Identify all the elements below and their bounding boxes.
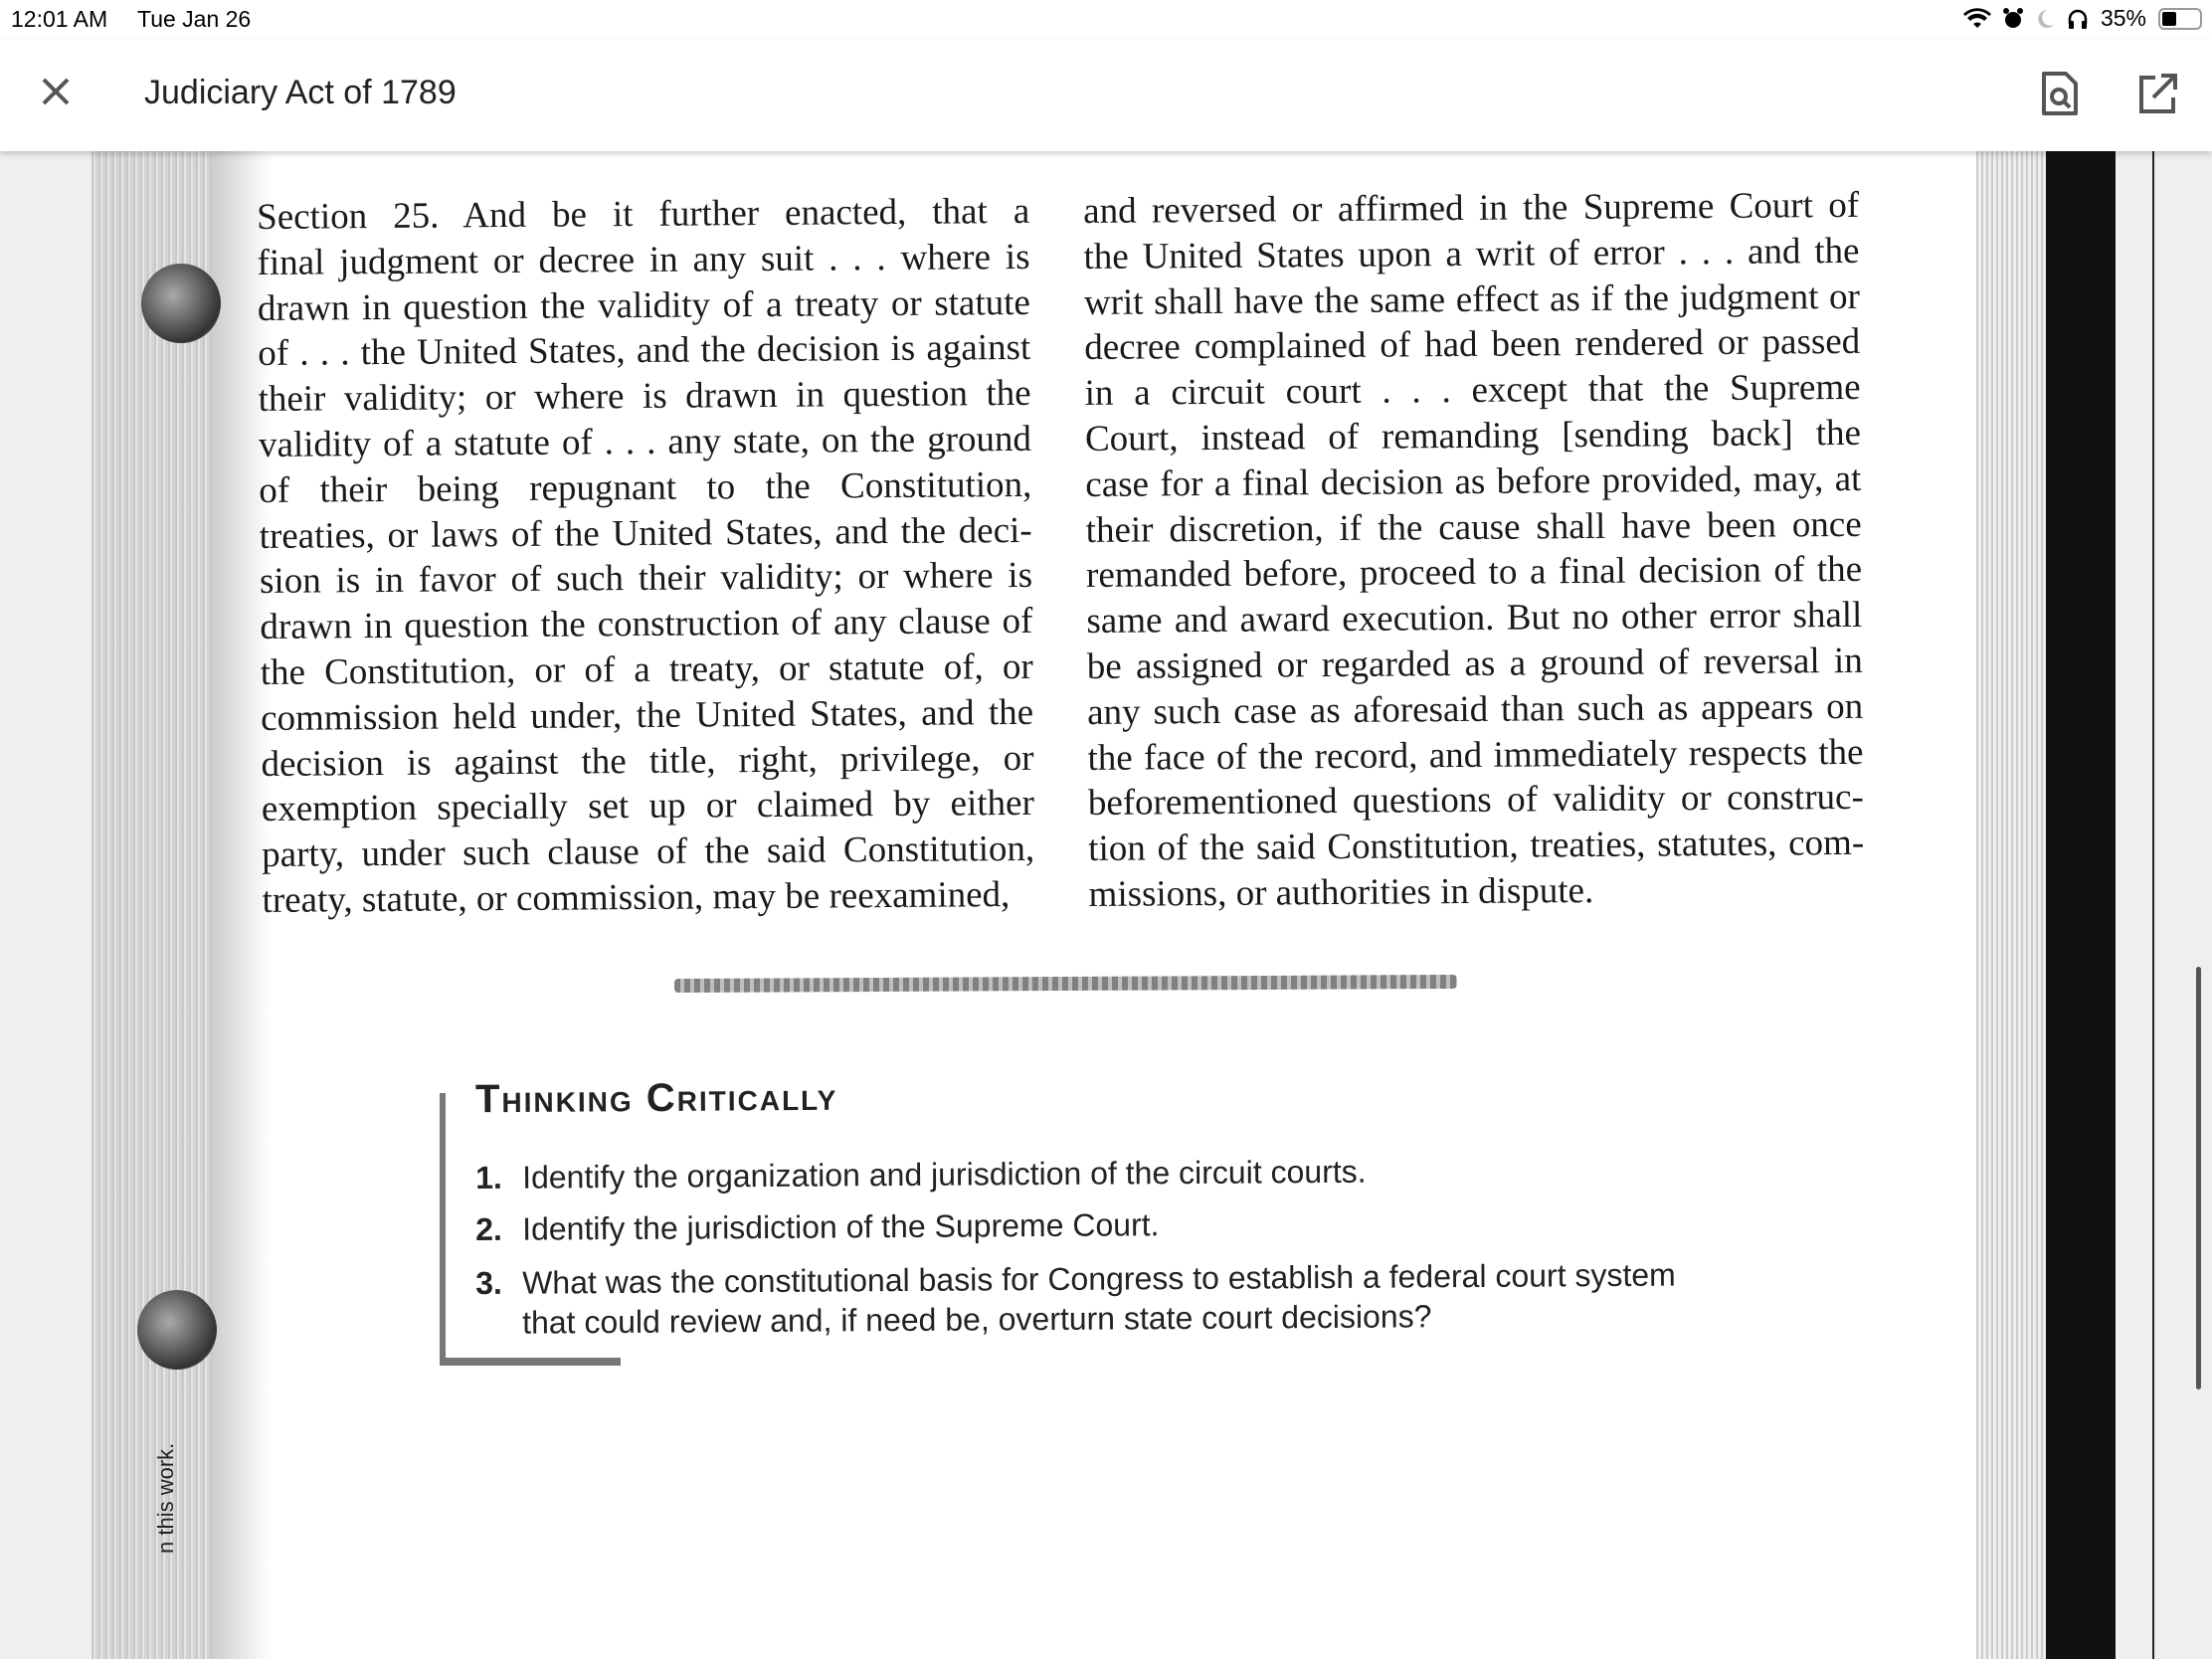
text-line: decision is against the title, right, privilege, or — [261, 737, 1034, 785]
question-number: 1. — [475, 1159, 502, 1196]
text-line: tion of the said Constitution, treaties, statutes, com- — [1088, 823, 1865, 870]
question-item — [475, 1154, 1367, 1197]
binder-hole — [137, 1290, 217, 1370]
text-line: of . . . the United States, and the decision is against — [258, 327, 1031, 375]
text-line: Section 25. And be it further enacted, that a — [257, 190, 1030, 238]
text-line: treaties, or laws of the United States, and the deci- — [259, 509, 1032, 557]
text-line: Court, instead of remanding [sending back] the — [1084, 412, 1862, 460]
alarm-icon — [2003, 8, 2023, 30]
text-line: be assigned or regarded as a ground of reversal in — [1086, 640, 1863, 687]
text-line: beforementioned questions of validity or construc- — [1087, 777, 1864, 825]
text-line: party, under such clause of the said Constitution, — [262, 829, 1035, 876]
text-line: same and award execution. But no other error shall — [1086, 595, 1863, 643]
status-date: Tue Jan 26 — [137, 6, 252, 32]
text-line: the Constitution, or of a treaty, or statute of, or — [260, 645, 1033, 693]
question-item — [475, 1206, 1160, 1248]
battery-icon — [2158, 8, 2202, 30]
question-item — [475, 1257, 1676, 1302]
text-line: final judgment or decree in any suit . . . where is — [257, 236, 1030, 283]
divider — [674, 975, 1457, 993]
status-time: 12:01 AM — [11, 6, 108, 32]
wifi-icon — [1963, 8, 1991, 30]
text-line: case for a final decision as before provided, may, at — [1085, 458, 1862, 505]
text-line: missions, or authorities in dispute. — [1088, 869, 1594, 915]
scan-shadow — [92, 151, 211, 1659]
find-in-document-icon[interactable] — [2038, 70, 2082, 117]
text-line: their discretion, if the cause shall have been once — [1085, 503, 1862, 551]
text-line: commission held under, the United States, and the — [260, 691, 1034, 739]
text-line: validity of a statute of . . . any state, on the ground — [258, 418, 1032, 465]
question-text: that could review and, if need be, overturn state court decisions? — [521, 1298, 1432, 1341]
text-line: their validity; or where is drawn in question the — [258, 373, 1031, 421]
scan-dark-band — [2046, 151, 2116, 1659]
text-line: the United States upon a writ of error . . . and the — [1083, 230, 1860, 277]
question-text: Identify the jurisdiction of the Supreme Court. — [521, 1206, 1160, 1247]
binder-hole — [141, 264, 221, 343]
close-icon[interactable] — [36, 72, 76, 111]
text-line: treaty, statute, or commission, may be reexamined, — [262, 874, 1011, 921]
headphones-icon — [2067, 8, 2089, 30]
status-bar — [0, 0, 2212, 40]
text-line: exemption specially set up or claimed by either — [261, 783, 1034, 830]
question-number: 2. — [475, 1210, 502, 1247]
text-line: sion is in favor of such their validity; or where is — [259, 555, 1033, 603]
moon-icon — [2035, 8, 2055, 30]
battery-percent: 35% — [2100, 5, 2146, 31]
app-header — [0, 40, 2212, 151]
text-line: decree complained of had been rendered or passed — [1084, 321, 1861, 369]
open-external-icon[interactable] — [2135, 70, 2179, 117]
question-number: 3. — [475, 1264, 502, 1301]
left-column-text — [257, 189, 1035, 924]
scrollbar[interactable] — [2196, 967, 2201, 1389]
text-line: drawn in question the validity of a treaty or statute — [257, 281, 1031, 329]
scan-edge — [1976, 151, 2046, 1659]
margin-text: n this work. — [153, 1442, 178, 1554]
text-line: writ shall have the same effect as if the judgment or — [1083, 276, 1861, 323]
thinking-critically-heading: Thinking Critically — [474, 1074, 838, 1122]
question-text: What was the constitutional basis for Congress to establish a federal court system — [521, 1256, 1676, 1301]
document-title: Judiciary Act of 1789 — [144, 74, 457, 111]
text-line: in a circuit court . . . except that the Supreme — [1084, 367, 1861, 415]
right-column-text — [1083, 183, 1865, 918]
text-line: and reversed or affirmed in the Supreme Court of — [1083, 184, 1860, 232]
question-item — [475, 1298, 1432, 1342]
text-line: drawn in question the construction of any clause of — [260, 601, 1033, 648]
text-line: of their being repugnant to the Constitution, — [259, 463, 1032, 511]
viewer-edge — [2152, 151, 2154, 1659]
text-line: any such case as aforesaid than such as appears on — [1086, 685, 1864, 733]
document-page — [92, 151, 2116, 1659]
text-line: the face of the record, and immediately respects the — [1087, 731, 1864, 779]
question-text: Identify the organization and jurisdiction of the circuit courts. — [521, 1153, 1367, 1196]
text-line: remanded before, proceed to a final decision of the — [1085, 549, 1863, 597]
